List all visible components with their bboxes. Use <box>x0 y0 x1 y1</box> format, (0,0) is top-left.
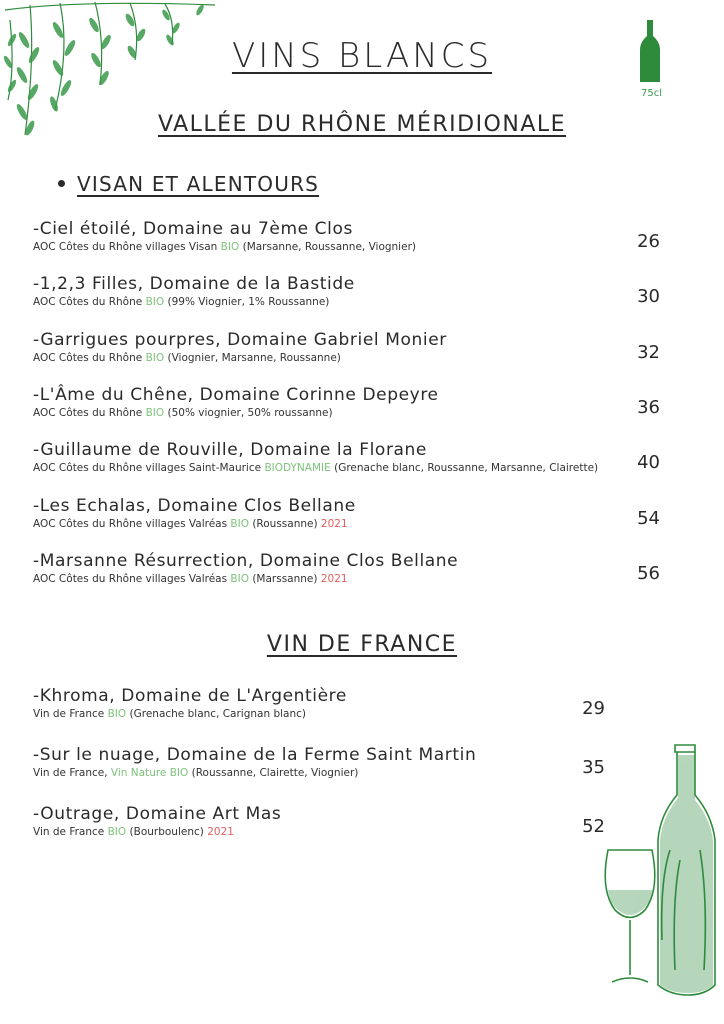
wine-price: 26 <box>637 231 660 252</box>
wine-price: 40 <box>637 452 660 474</box>
wine-description <box>33 296 355 308</box>
wine-organic-label: BIO <box>145 406 165 419</box>
wine-organic-label: BIO <box>145 351 165 364</box>
wine-name: -Outrage, Domaine Art Mas <box>33 804 282 824</box>
wine-description <box>33 708 347 720</box>
wine-name: -Les Echalas, Domaine Clos Bellane <box>33 495 356 516</box>
bullet-icon <box>58 180 65 187</box>
wine-organic-label: Vin Nature BIO <box>110 767 189 779</box>
wine-entry <box>33 330 447 364</box>
wine-name: -Marsanne Résurrection, Domaine Clos Bellane <box>33 550 459 571</box>
wine-description <box>33 518 356 530</box>
wine-description <box>33 826 281 838</box>
subregion-heading: VISAN ET ALENTOURS <box>58 172 319 196</box>
wine-price: 35 <box>582 757 605 778</box>
wine-name: -Ciel étoilé, Domaine au 7ème Clos <box>33 219 353 239</box>
wine-appellation: AOC Côtes du Rhône villages Valréas <box>33 572 228 585</box>
wine-price: 29 <box>582 698 605 719</box>
wine-organic-label: BIO <box>230 572 249 585</box>
wine-grapes: (99% Viognier, 1% Roussanne) <box>167 296 330 309</box>
wine-description <box>33 241 416 253</box>
wine-grapes: (Marsanne, Roussanne, Viognier) <box>242 241 416 253</box>
wine-price: 30 <box>637 286 660 308</box>
wine-price: 54 <box>637 507 660 529</box>
wine-appellation: AOC Côtes du Rhône villages Visan <box>33 241 218 253</box>
wine-appellation: AOC Côtes du Rhône <box>33 406 143 419</box>
wine-name: -Khroma, Domaine de L'Argentière <box>33 686 347 706</box>
wine-name: -1,2,3 Filles, Domaine de la Bastide <box>33 274 355 295</box>
wine-name: -Guillaume de Rouville, Domaine la Florane <box>33 440 427 461</box>
wine-entry <box>33 686 347 720</box>
wine-appellation: AOC Côtes du Rhône villages Saint-Maurice <box>33 462 262 475</box>
wine-organic-label: BIODYNAMIE <box>264 462 331 475</box>
wine-organic-label: BIO <box>107 708 127 720</box>
wine-grapes: (Roussanne) <box>252 517 318 530</box>
wine-name: -Garrigues pourpres, Domaine Gabriel Monier <box>33 329 447 350</box>
wine-name: -Sur le nuage, Domaine de la Ferme Saint Martin <box>33 745 477 765</box>
wine-entry <box>33 551 458 585</box>
wine-appellation: Vin de France <box>33 826 105 838</box>
bottle-volume: 75cl <box>640 88 662 99</box>
wine-grapes: (Grenache blanc, Carignan blanc) <box>129 708 307 720</box>
wine-organic-label: BIO <box>145 296 165 309</box>
wine-entry <box>33 745 476 779</box>
wine-grapes: (Grenache blanc, Roussanne, Marsanne, Clairette) <box>334 462 599 475</box>
wine-price: 36 <box>637 396 660 418</box>
wine-entry <box>33 219 416 253</box>
wine-description <box>33 352 447 364</box>
wine-appellation: AOC Côtes du Rhône <box>33 296 143 309</box>
wine-vintage: 2021 <box>207 826 234 838</box>
wine-entry <box>33 804 281 838</box>
wine-vintage: 2021 <box>320 517 348 530</box>
wine-appellation: Vin de France, <box>33 767 108 779</box>
wine-organic-label: BIO <box>220 241 240 253</box>
wine-appellation: Vin de France <box>33 708 105 720</box>
wine-appellation: AOC Côtes du Rhône villages Valréas <box>33 517 228 530</box>
bottle-and-glass-illustration <box>600 740 720 1000</box>
wine-grapes: (Bourboulenc) <box>129 826 204 838</box>
wine-description <box>33 407 439 419</box>
wine-name: -L'Âme du Chêne, Domaine Corinne Depeyre <box>33 384 439 405</box>
wine-description <box>33 573 458 585</box>
wine-description <box>33 767 476 779</box>
wine-grapes: (Viognier, Marsanne, Roussanne) <box>167 351 341 364</box>
wine-grapes: (Marssanne) <box>252 572 318 585</box>
wine-price: 52 <box>582 816 605 837</box>
region-heading: VALLÉE DU RHÔNE MÉRIDIONALE <box>157 112 567 137</box>
section-heading-vin-de-france: VIN DE FRANCE <box>266 632 458 657</box>
wine-organic-label: BIO <box>230 517 249 530</box>
wine-price: 56 <box>637 562 660 584</box>
wine-grapes: (50% viognier, 50% roussanne) <box>167 406 333 419</box>
wine-bottle-icon <box>640 20 660 82</box>
wine-description <box>33 462 598 474</box>
wine-grapes: (Roussanne, Clairette, Viognier) <box>191 767 359 779</box>
wine-appellation: AOC Côtes du Rhône <box>33 351 143 364</box>
wine-entry <box>33 440 598 474</box>
wine-vintage: 2021 <box>320 572 348 585</box>
wine-entry <box>33 274 355 308</box>
wine-entry <box>33 496 356 530</box>
wine-organic-label: BIO <box>107 826 127 838</box>
wine-price: 32 <box>637 341 660 363</box>
page-title: VINS BLANCS <box>231 36 493 76</box>
wine-entry <box>33 385 439 419</box>
